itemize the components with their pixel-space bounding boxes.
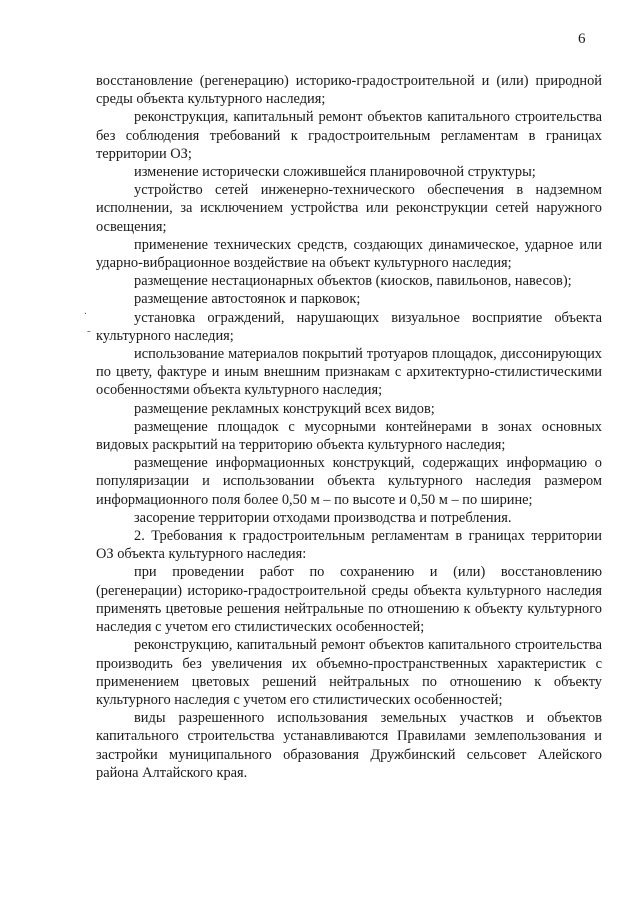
section-heading: 2. Требования к градостроительным регламентам в границах территории ОЗ объекта культурного наследия:: [96, 528, 602, 563]
margin-dash: -: [87, 325, 91, 337]
document-body: [96, 72, 602, 782]
paragraph: реконструкция, капитальный ремонт объектов капитального строительства без соблюдения требований к градостроительным регламентам в границах территории ОЗ;: [96, 109, 602, 162]
paragraph: установка ограждений, нарушающих визуальное восприятие объекта культурного наследия;: [96, 309, 602, 344]
paragraph: использование материалов покрытий тротуаров площадок, диссонирующих по цвету, фактуре и иным внешним признакам с архитектурно-стилистическими особенностями объекта культурного наследия;: [96, 346, 602, 399]
paragraph-continuation: восстановление (регенерацию) историко-градостроительной и (или) природной среды объекта культурного наследия;: [96, 73, 602, 108]
paragraph: размещение информационных конструкций, содержащих информацию о популяризации и использовании объекта культурного наследия размером информационного поля более 0,50 м – по высоте и 0,50 м – по ширине;: [96, 455, 602, 508]
paragraph: применение технических средств, создающих динамическое, ударное или ударно-вибрационное воздействие на объект культурного наследия;: [96, 236, 602, 272]
paragraph: виды разрешенного использования земельных участков и объектов капитального строительства устанавливаются Правилами землепользования и застройки муниципального образования Дружбинский сельсовет Алейского района Алтайского края.: [96, 710, 602, 781]
paragraph: засорение территории отходами производства и потребления.: [134, 509, 512, 526]
paragraph: устройство сетей инженерно-технического обеспечения в надземном исполнении, за исключением устройства или реконструкции сетей наружного освещения;: [96, 182, 602, 235]
paragraph: изменение исторически сложившейся планировочной структуры;: [134, 164, 536, 181]
paragraph: размещение рекламных конструкций всех видов;: [134, 400, 435, 417]
paragraph: при проведении работ по сохранению и (или) восстановлению (регенерации) историко-градостроительной среды объекта культурного наследия применять цветовые решения нейтральные по отношению к объекту культурного наследия с учетом его стилистических особенностей;: [96, 564, 602, 636]
margin-dot: .: [84, 305, 87, 317]
paragraph: реконструкцию, капитальный ремонт объектов капитального строительства производить без увеличения их объемно-пространственных характеристик с применением цветовых решений нейтральных по отношению к объекту культурного наследия с учетом его стилистических особенностей;: [96, 637, 602, 708]
paragraph: размещение площадок с мусорными контейнерами в зонах основных видовых раскрытий на территорию объекта культурного наследия;: [96, 418, 602, 454]
paragraph: размещение нестационарных объектов (киосков, павильонов, навесов);: [134, 273, 572, 290]
page-number: 6: [578, 31, 586, 47]
paragraph: размещение автостоянок и парковок;: [134, 291, 361, 308]
